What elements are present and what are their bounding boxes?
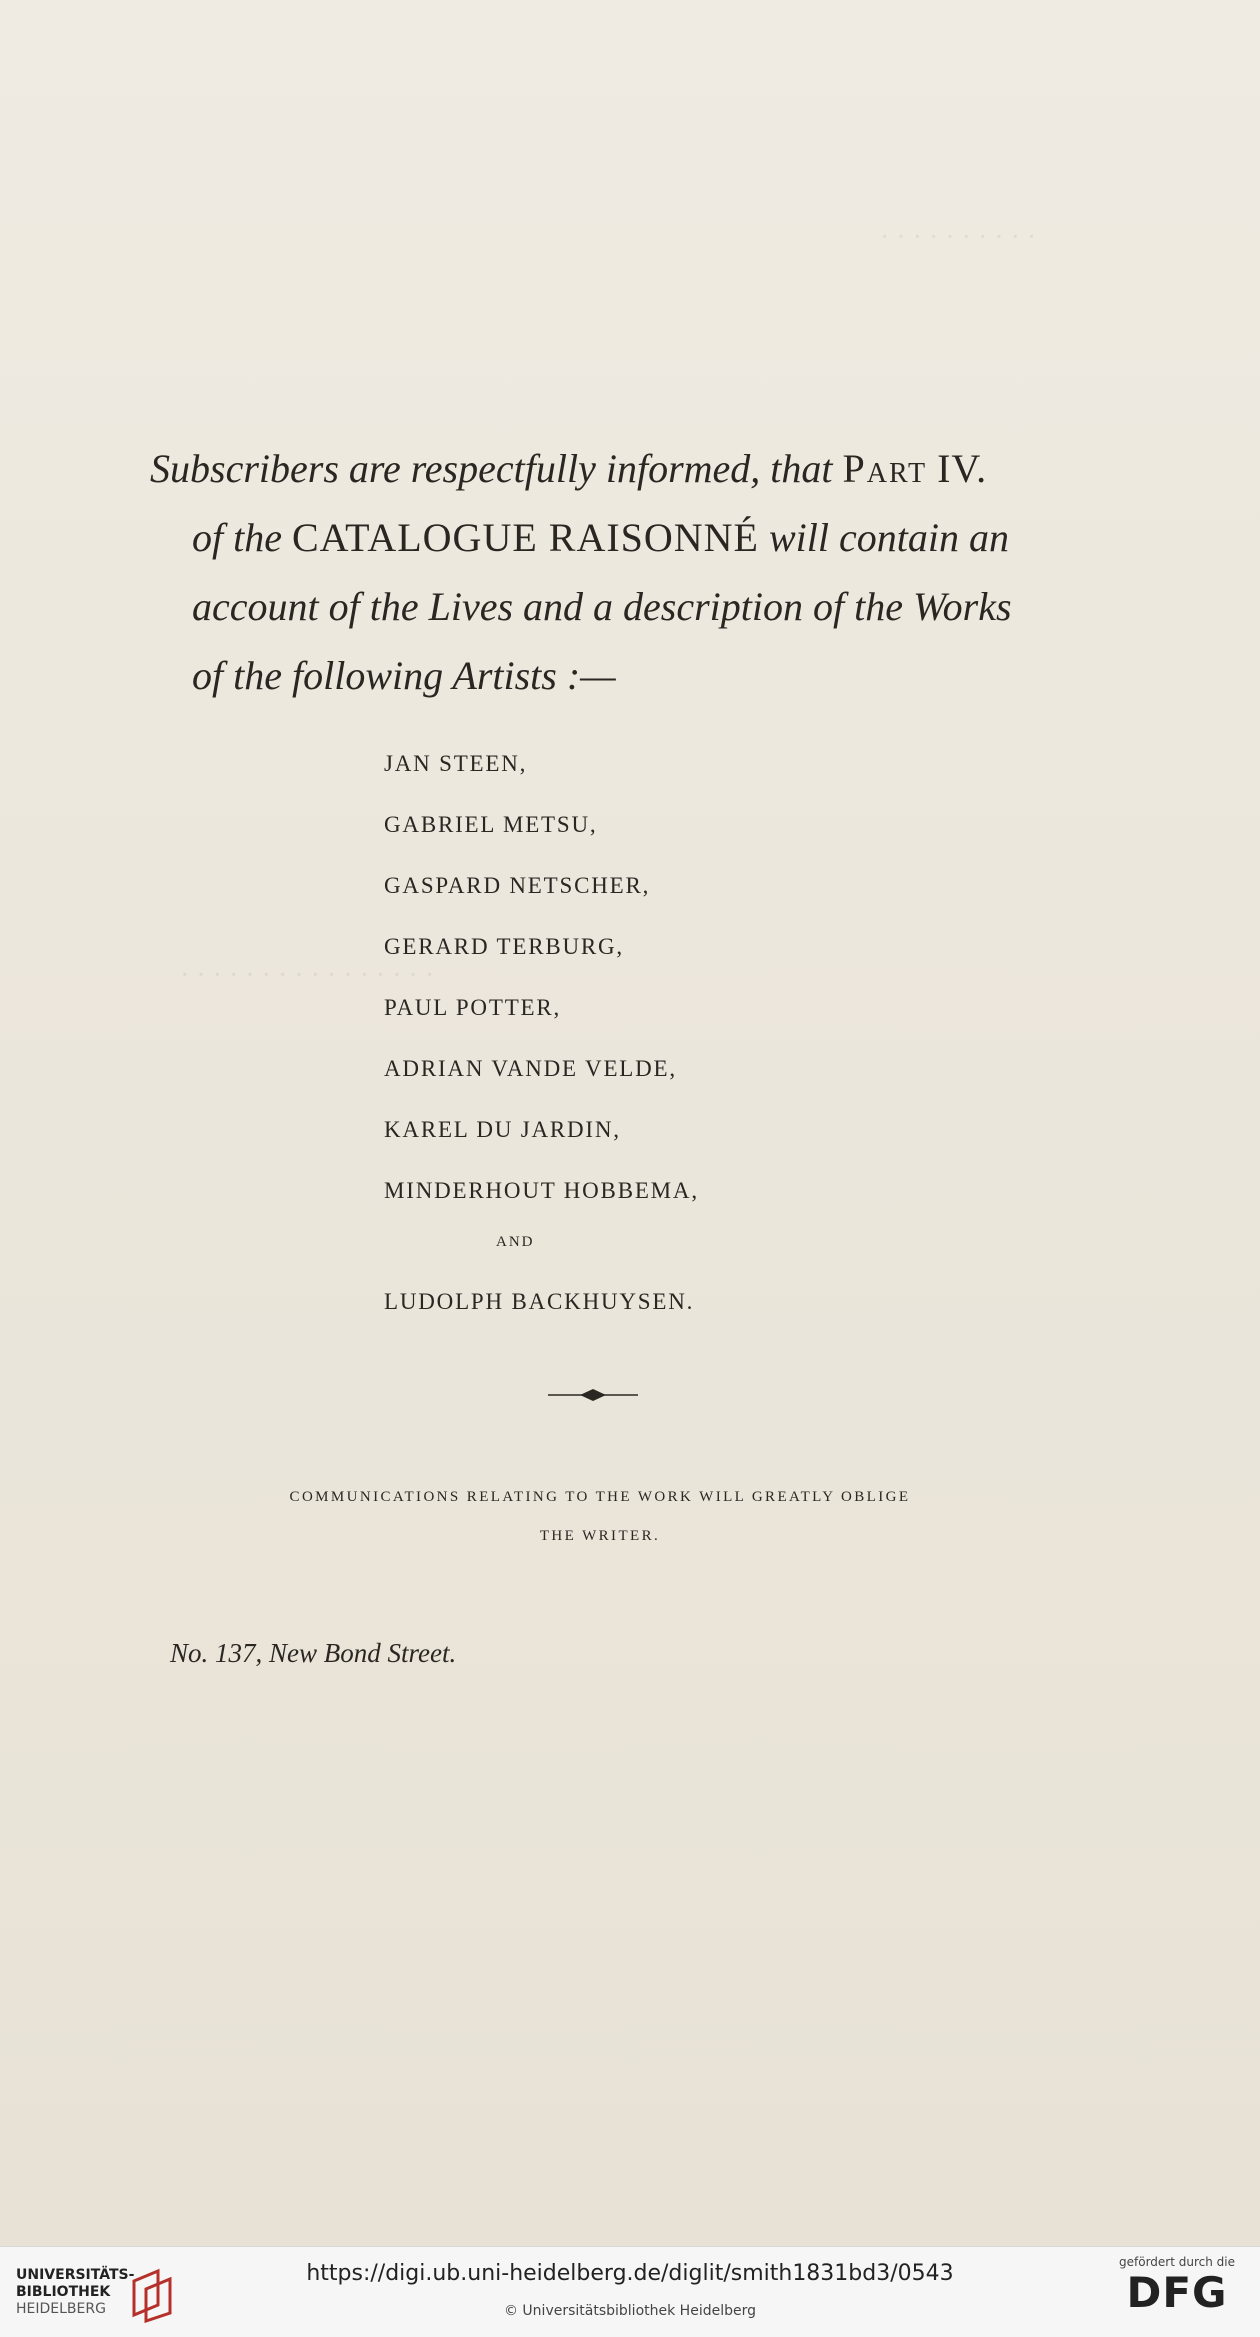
artist-list xyxy=(384,744,904,1343)
logo-text-line-1: UNIVERSITÄTS- xyxy=(16,2267,135,2283)
logo-text-line-3: HEIDELBERG xyxy=(16,2301,106,2317)
artist-item: PAUL POTTER, xyxy=(384,995,562,1020)
bleed-through-text: · · · · · · · · · · xyxy=(880,222,1037,253)
subscriber-notice xyxy=(150,434,1050,710)
permalink-url[interactable]: https://digi.ub.uni-heidelberg.de/diglit/smith1831bd3/0543 xyxy=(306,2261,954,2286)
address xyxy=(170,1638,456,1669)
communications-line-2: THE WRITER. xyxy=(539,1528,661,1544)
library-logo[interactable] xyxy=(16,2267,186,2327)
notice-line-1 xyxy=(150,434,1050,503)
notice-line-2 xyxy=(150,503,1050,572)
address-number: No. 137, xyxy=(170,1638,263,1668)
ub-heidelberg-logo-icon xyxy=(128,2267,178,2323)
part-label: Part xyxy=(842,446,928,491)
dfg-logo-icon: DFG xyxy=(1126,2268,1228,2317)
artist-item: LUDOLPH BACKHUYSEN. xyxy=(384,1289,695,1314)
artist-item: KAREL DU JARDIN, xyxy=(384,1117,621,1142)
communications-line-1: COMMUNICATIONS RELATING TO THE WORK WILL GREATLY OBLIGE xyxy=(289,1489,911,1505)
artist-item: GASPARD NETSCHER, xyxy=(384,873,651,898)
copyright-notice: © Universitätsbibliothek Heidelberg xyxy=(503,2303,756,2319)
artist-item: MINDERHOUT HOBBEMA, xyxy=(384,1178,699,1203)
catalogue-title: CATALOGUE RAISONNÉ xyxy=(291,515,759,560)
ornament-divider-icon xyxy=(548,1388,638,1402)
part-numeral: IV. xyxy=(937,446,988,491)
notice-line-1-text: Subscribers are respectfully informed, that xyxy=(150,446,833,491)
viewer-footer xyxy=(0,2246,1260,2337)
logo-text-line-2: BIBLIOTHEK xyxy=(16,2284,111,2300)
artist-item: GABRIEL METSU, xyxy=(384,812,598,837)
notice-line-2-suffix: will contain an xyxy=(769,515,1009,560)
and-conjunction: AND xyxy=(496,1234,535,1250)
address-street: New Bond Street. xyxy=(269,1638,457,1668)
funding-label: gefördert durch die xyxy=(1119,2255,1235,2269)
notice-line-2-prefix: of the xyxy=(192,515,282,560)
notice-line-3: account of the Lives and a description of the Works xyxy=(192,584,1012,629)
dfg-funding-logo[interactable] xyxy=(1112,2255,1242,2317)
artist-item: JAN STEEN, xyxy=(384,751,528,776)
artist-item: GERARD TERBURG, xyxy=(384,934,624,959)
artist-item: ADRIAN VANDE VELDE, xyxy=(384,1056,677,1081)
notice-line-4: of the following Artists :— xyxy=(192,653,616,698)
communications-note xyxy=(150,1478,1050,1556)
bleed-through-text: · · · · · · · · · · · · · · · · xyxy=(180,960,435,991)
